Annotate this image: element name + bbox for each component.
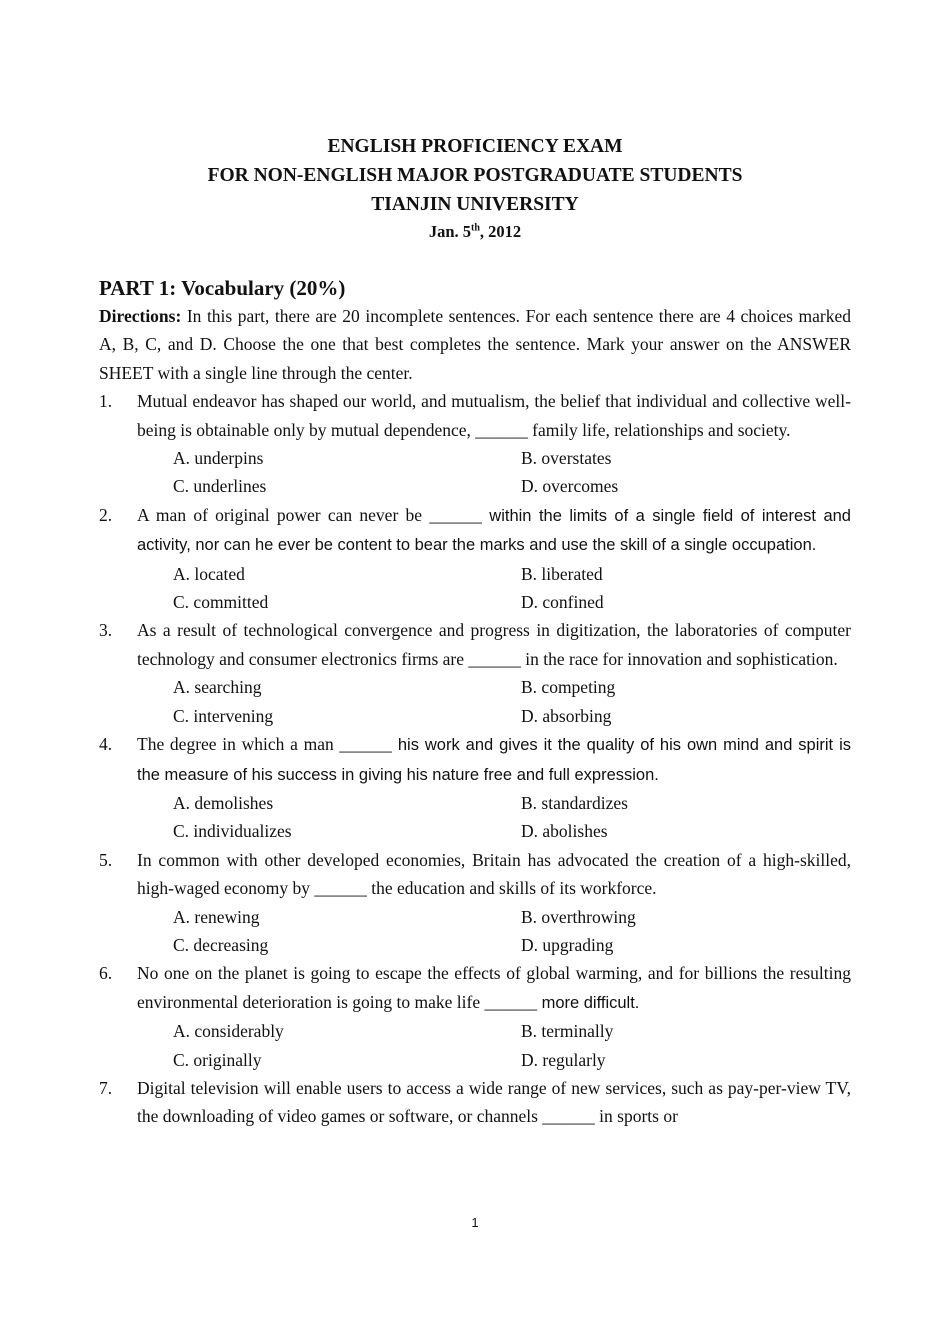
question-number: 7. bbox=[99, 1077, 113, 1098]
option-b: B. terminally bbox=[521, 1021, 614, 1042]
option-a: A. located bbox=[173, 563, 245, 584]
question bbox=[99, 616, 851, 673]
question bbox=[99, 501, 851, 560]
option-a: A. renewing bbox=[173, 906, 260, 927]
option-c: C. committed bbox=[173, 592, 269, 613]
question-stem: In common with other developed economies, Britain has advocated the creation of a high-skilled, high-waged economy by ______ the education and skills of its workforce. bbox=[137, 849, 851, 899]
exam-date: Jan. 5th, 2012 bbox=[428, 222, 522, 241]
exam-content bbox=[99, 302, 851, 1131]
question-stem: No one on the planet is going to escape the effects of global warming, and for billions the resulting environmental deterioration is going to make life ______ more difficult. bbox=[137, 963, 851, 1012]
university-name: TIANJIN UNIVERSITY bbox=[371, 194, 579, 215]
exam-header bbox=[0, 132, 950, 245]
answer-options bbox=[173, 444, 851, 501]
question-number: 4. bbox=[99, 734, 113, 755]
option-d: D. regularly bbox=[521, 1049, 606, 1070]
option-a: A. searching bbox=[173, 677, 262, 698]
option-c: C. underlines bbox=[173, 476, 267, 497]
part-title: PART 1: Vocabulary (20%) bbox=[99, 276, 346, 300]
question bbox=[99, 846, 851, 903]
option-d: D. upgrading bbox=[521, 934, 614, 955]
answer-options bbox=[173, 673, 851, 730]
question bbox=[99, 387, 851, 444]
question-number: 2. bbox=[99, 504, 113, 525]
question bbox=[99, 959, 851, 1017]
option-d: D. absorbing bbox=[521, 705, 612, 726]
question-number: 5. bbox=[99, 849, 113, 870]
option-a: A. demolishes bbox=[173, 792, 274, 813]
option-c: C. intervening bbox=[173, 705, 274, 726]
question-number: 3. bbox=[99, 620, 113, 641]
option-b: B. competing bbox=[521, 677, 616, 698]
option-b: B. overstates bbox=[521, 448, 612, 469]
question-number: 6. bbox=[99, 963, 113, 984]
option-b: B. standardizes bbox=[521, 792, 628, 813]
option-a: A. considerably bbox=[173, 1021, 284, 1042]
option-c: C. decreasing bbox=[173, 934, 269, 955]
page-number: 1 bbox=[471, 1215, 479, 1230]
answer-options bbox=[173, 903, 851, 960]
question-stem: A man of original power can never be ______ within the limits of a single field of interest and activity, nor can he ever be content to bear the marks and use the skill of a single occupation. bbox=[137, 504, 851, 555]
question-stem: As a result of technological convergence and progress in digitization, the laboratories of computer technology and consumer electronics firms are ______ in the race for innovation and sophistication. bbox=[137, 620, 851, 669]
answer-options bbox=[173, 1017, 851, 1074]
directions bbox=[99, 302, 851, 387]
answer-options bbox=[173, 789, 851, 846]
question-stem: Mutual endeavor has shaped our world, and mutualism, the belief that individual and collective well-being is obtainable only by mutual dependence, ______ family life, relationships and society. bbox=[137, 391, 851, 440]
question-stem: The degree in which a man ______ his work and gives it the quality of his own mind and spirit is the measure of his success in giving his nature free and full expression. bbox=[137, 734, 851, 784]
question bbox=[99, 1074, 851, 1131]
question-stem: Digital television will enable users to access a wide range of new services, such as pay-per-view TV, the downloading of video games or software, or channels ______ in sports or bbox=[137, 1077, 851, 1127]
option-d: D. overcomes bbox=[521, 476, 619, 497]
exam-subtitle: FOR NON-ENGLISH MAJOR POSTGRADUATE STUDENTS bbox=[207, 165, 743, 186]
question bbox=[99, 730, 851, 789]
option-c: C. originally bbox=[173, 1049, 262, 1070]
directions-label: Directions: bbox=[99, 306, 182, 326]
directions-text: In this part, there are 20 incomplete sentences. For each sentence there are 4 choices marked A, B, C, and D. Choose the one that best completes the sentence. Mark your answer on the ANSWER SHEET with a single line through the center. bbox=[99, 306, 851, 383]
option-b: B. overthrowing bbox=[521, 906, 636, 927]
option-b: B. liberated bbox=[521, 563, 603, 584]
option-c: C. individualizes bbox=[173, 821, 292, 842]
question-number: 1. bbox=[99, 391, 113, 412]
option-d: D. abolishes bbox=[521, 821, 608, 842]
option-d: D. confined bbox=[521, 592, 604, 613]
option-a: A. underpins bbox=[173, 448, 264, 469]
answer-options bbox=[173, 560, 851, 617]
exam-title: ENGLISH PROFICIENCY EXAM bbox=[327, 136, 623, 157]
